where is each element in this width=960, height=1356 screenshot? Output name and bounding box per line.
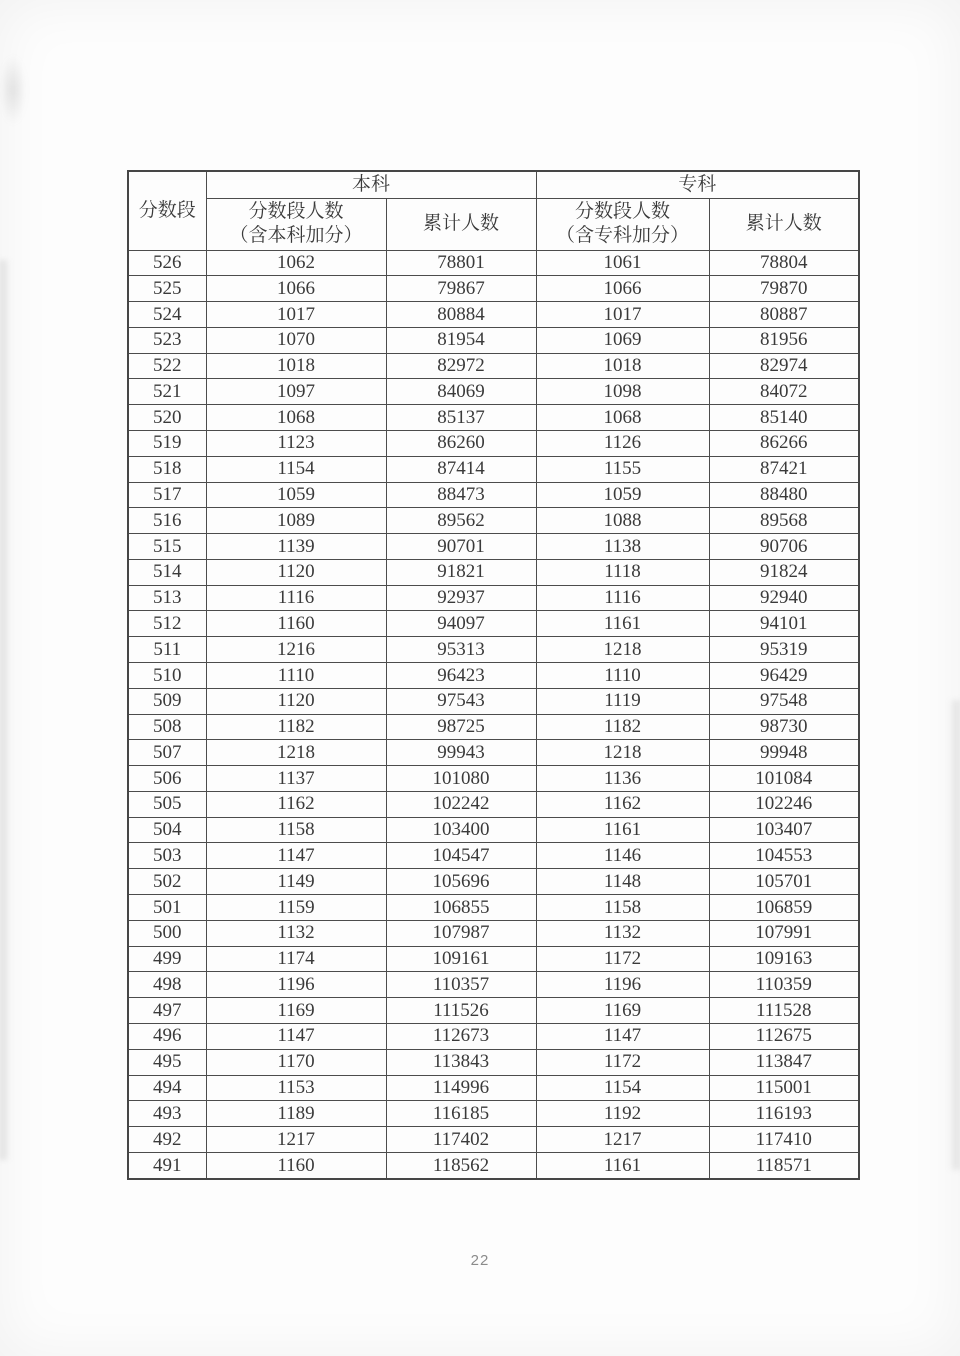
table-header <box>128 171 859 250</box>
score-band-cell: 506 <box>128 766 206 792</box>
table-row <box>128 405 859 431</box>
table-row <box>128 456 859 482</box>
benke-cumulative-cell: 116185 <box>386 1101 536 1127</box>
zhuanke-cumulative-cell: 106859 <box>709 895 859 921</box>
header-benke-count-line1: 分数段人数 <box>248 201 344 223</box>
table-row <box>128 430 859 456</box>
zhuanke-count-cell: 1088 <box>536 508 709 534</box>
zhuanke-cumulative-cell: 85140 <box>709 405 859 431</box>
table-row <box>128 869 859 895</box>
benke-cumulative-cell: 89562 <box>386 508 536 534</box>
score-table-body <box>128 250 859 1179</box>
zhuanke-cumulative-cell: 110359 <box>709 972 859 998</box>
score-band-cell: 517 <box>128 482 206 508</box>
zhuanke-cumulative-cell: 91824 <box>709 559 859 585</box>
zhuanke-count-cell: 1132 <box>536 920 709 946</box>
zhuanke-cumulative-cell: 90706 <box>709 534 859 560</box>
header-score-band: 分数段 <box>128 171 206 250</box>
score-band-cell: 510 <box>128 663 206 689</box>
table-row <box>128 791 859 817</box>
zhuanke-count-cell: 1162 <box>536 791 709 817</box>
header-benke-cumulative: 累计人数 <box>386 198 536 250</box>
benke-count-cell: 1066 <box>206 276 386 302</box>
zhuanke-cumulative-cell: 118571 <box>709 1152 859 1179</box>
zhuanke-cumulative-cell: 112675 <box>709 1023 859 1049</box>
zhuanke-count-cell: 1136 <box>536 766 709 792</box>
header-zhuanke-group: 专科 <box>536 171 859 198</box>
benke-count-cell: 1174 <box>206 946 386 972</box>
benke-cumulative-cell: 104547 <box>386 843 536 869</box>
table-row <box>128 740 859 766</box>
score-band-cell: 493 <box>128 1101 206 1127</box>
zhuanke-count-cell: 1161 <box>536 1152 709 1179</box>
zhuanke-cumulative-cell: 105701 <box>709 869 859 895</box>
zhuanke-count-cell: 1061 <box>536 250 709 276</box>
benke-cumulative-cell: 81954 <box>386 327 536 353</box>
zhuanke-count-cell: 1217 <box>536 1127 709 1153</box>
zhuanke-count-cell: 1069 <box>536 327 709 353</box>
score-band-cell: 515 <box>128 534 206 560</box>
benke-count-cell: 1160 <box>206 611 386 637</box>
scan-artifact-right <box>948 700 960 1170</box>
benke-count-cell: 1018 <box>206 353 386 379</box>
benke-count-cell: 1089 <box>206 508 386 534</box>
score-band-cell: 520 <box>128 405 206 431</box>
benke-cumulative-cell: 82972 <box>386 353 536 379</box>
benke-cumulative-cell: 94097 <box>386 611 536 637</box>
benke-count-cell: 1216 <box>206 637 386 663</box>
benke-count-cell: 1158 <box>206 817 386 843</box>
zhuanke-count-cell: 1138 <box>536 534 709 560</box>
benke-count-cell: 1147 <box>206 1023 386 1049</box>
benke-count-cell: 1110 <box>206 663 386 689</box>
benke-cumulative-cell: 118562 <box>386 1152 536 1179</box>
benke-count-cell: 1154 <box>206 456 386 482</box>
table-row <box>128 585 859 611</box>
sub-header-row <box>128 198 859 250</box>
zhuanke-count-cell: 1147 <box>536 1023 709 1049</box>
benke-count-cell: 1147 <box>206 843 386 869</box>
table-row <box>128 972 859 998</box>
benke-cumulative-cell: 90701 <box>386 534 536 560</box>
zhuanke-count-cell: 1126 <box>536 430 709 456</box>
benke-cumulative-cell: 109161 <box>386 946 536 972</box>
table-row <box>128 379 859 405</box>
zhuanke-cumulative-cell: 117410 <box>709 1127 859 1153</box>
zhuanke-count-cell: 1110 <box>536 663 709 689</box>
scan-artifact-topleft <box>0 55 26 125</box>
benke-count-cell: 1123 <box>206 430 386 456</box>
score-band-cell: 497 <box>128 998 206 1024</box>
table-row <box>128 895 859 921</box>
score-band-cell: 507 <box>128 740 206 766</box>
zhuanke-count-cell: 1155 <box>536 456 709 482</box>
benke-count-cell: 1149 <box>206 869 386 895</box>
table-row <box>128 1127 859 1153</box>
table-row <box>128 1152 859 1179</box>
score-band-cell: 516 <box>128 508 206 534</box>
zhuanke-cumulative-cell: 80887 <box>709 302 859 328</box>
zhuanke-count-cell: 1154 <box>536 1075 709 1101</box>
scan-artifact-left <box>0 260 10 1160</box>
score-band-cell: 524 <box>128 302 206 328</box>
benke-cumulative-cell: 106855 <box>386 895 536 921</box>
benke-count-cell: 1017 <box>206 302 386 328</box>
table-row <box>128 637 859 663</box>
zhuanke-cumulative-cell: 94101 <box>709 611 859 637</box>
benke-count-cell: 1132 <box>206 920 386 946</box>
score-band-cell: 519 <box>128 430 206 456</box>
zhuanke-cumulative-cell: 96429 <box>709 663 859 689</box>
zhuanke-cumulative-cell: 88480 <box>709 482 859 508</box>
benke-cumulative-cell: 110357 <box>386 972 536 998</box>
zhuanke-cumulative-cell: 102246 <box>709 791 859 817</box>
benke-count-cell: 1139 <box>206 534 386 560</box>
table-row <box>128 534 859 560</box>
zhuanke-cumulative-cell: 116193 <box>709 1101 859 1127</box>
benke-count-cell: 1059 <box>206 482 386 508</box>
table-row <box>128 688 859 714</box>
score-band-cell: 511 <box>128 637 206 663</box>
benke-count-cell: 1116 <box>206 585 386 611</box>
benke-count-cell: 1218 <box>206 740 386 766</box>
benke-cumulative-cell: 87414 <box>386 456 536 482</box>
benke-cumulative-cell: 96423 <box>386 663 536 689</box>
zhuanke-cumulative-cell: 86266 <box>709 430 859 456</box>
benke-count-cell: 1062 <box>206 250 386 276</box>
benke-count-cell: 1137 <box>206 766 386 792</box>
score-band-cell: 501 <box>128 895 206 921</box>
zhuanke-cumulative-cell: 104553 <box>709 843 859 869</box>
score-band-cell: 494 <box>128 1075 206 1101</box>
benke-cumulative-cell: 107987 <box>386 920 536 946</box>
zhuanke-count-cell: 1059 <box>536 482 709 508</box>
benke-cumulative-cell: 117402 <box>386 1127 536 1153</box>
benke-cumulative-cell: 91821 <box>386 559 536 585</box>
zhuanke-cumulative-cell: 87421 <box>709 456 859 482</box>
benke-cumulative-cell: 97543 <box>386 688 536 714</box>
zhuanke-count-cell: 1146 <box>536 843 709 869</box>
table-row <box>128 1023 859 1049</box>
zhuanke-cumulative-cell: 79870 <box>709 276 859 302</box>
zhuanke-cumulative-cell: 81956 <box>709 327 859 353</box>
zhuanke-cumulative-cell: 107991 <box>709 920 859 946</box>
zhuanke-count-cell: 1218 <box>536 637 709 663</box>
score-distribution-table <box>127 170 860 1180</box>
zhuanke-count-cell: 1182 <box>536 714 709 740</box>
zhuanke-cumulative-cell: 103407 <box>709 817 859 843</box>
benke-cumulative-cell: 105696 <box>386 869 536 895</box>
zhuanke-cumulative-cell: 101084 <box>709 766 859 792</box>
header-zhuanke-count <box>536 198 709 250</box>
benke-cumulative-cell: 79867 <box>386 276 536 302</box>
zhuanke-count-cell: 1066 <box>536 276 709 302</box>
zhuanke-count-cell: 1161 <box>536 611 709 637</box>
benke-cumulative-cell: 88473 <box>386 482 536 508</box>
score-band-cell: 509 <box>128 688 206 714</box>
benke-cumulative-cell: 112673 <box>386 1023 536 1049</box>
benke-count-cell: 1120 <box>206 559 386 585</box>
benke-count-cell: 1196 <box>206 972 386 998</box>
benke-cumulative-cell: 95313 <box>386 637 536 663</box>
benke-cumulative-cell: 98725 <box>386 714 536 740</box>
zhuanke-cumulative-cell: 95319 <box>709 637 859 663</box>
score-band-cell: 518 <box>128 456 206 482</box>
zhuanke-count-cell: 1098 <box>536 379 709 405</box>
header-benke-count-line2: （含本科加分） <box>229 225 363 246</box>
benke-cumulative-cell: 78801 <box>386 250 536 276</box>
zhuanke-count-cell: 1196 <box>536 972 709 998</box>
zhuanke-count-cell: 1068 <box>536 405 709 431</box>
score-band-cell: 525 <box>128 276 206 302</box>
benke-count-cell: 1159 <box>206 895 386 921</box>
table-row <box>128 508 859 534</box>
zhuanke-count-cell: 1172 <box>536 946 709 972</box>
benke-count-cell: 1162 <box>206 791 386 817</box>
benke-count-cell: 1097 <box>206 379 386 405</box>
table-row <box>128 714 859 740</box>
zhuanke-count-cell: 1218 <box>536 740 709 766</box>
header-zhuanke-cumulative: 累计人数 <box>709 198 859 250</box>
benke-count-cell: 1169 <box>206 998 386 1024</box>
score-band-cell: 502 <box>128 869 206 895</box>
zhuanke-count-cell: 1018 <box>536 353 709 379</box>
table-row <box>128 1075 859 1101</box>
score-band-cell: 523 <box>128 327 206 353</box>
benke-cumulative-cell: 113843 <box>386 1049 536 1075</box>
score-band-cell: 498 <box>128 972 206 998</box>
benke-cumulative-cell: 103400 <box>386 817 536 843</box>
benke-cumulative-cell: 86260 <box>386 430 536 456</box>
benke-count-cell: 1120 <box>206 688 386 714</box>
benke-count-cell: 1068 <box>206 405 386 431</box>
zhuanke-count-cell: 1169 <box>536 998 709 1024</box>
benke-count-cell: 1070 <box>206 327 386 353</box>
table-row <box>128 353 859 379</box>
benke-count-cell: 1217 <box>206 1127 386 1153</box>
table-row <box>128 920 859 946</box>
zhuanke-cumulative-cell: 111528 <box>709 998 859 1024</box>
zhuanke-count-cell: 1172 <box>536 1049 709 1075</box>
zhuanke-cumulative-cell: 109163 <box>709 946 859 972</box>
benke-count-cell: 1189 <box>206 1101 386 1127</box>
zhuanke-count-cell: 1158 <box>536 895 709 921</box>
score-band-cell: 505 <box>128 791 206 817</box>
zhuanke-cumulative-cell: 113847 <box>709 1049 859 1075</box>
zhuanke-cumulative-cell: 99948 <box>709 740 859 766</box>
benke-cumulative-cell: 102242 <box>386 791 536 817</box>
table-row <box>128 250 859 276</box>
benke-count-cell: 1182 <box>206 714 386 740</box>
zhuanke-cumulative-cell: 89568 <box>709 508 859 534</box>
zhuanke-count-cell: 1017 <box>536 302 709 328</box>
score-band-cell: 508 <box>128 714 206 740</box>
zhuanke-count-cell: 1116 <box>536 585 709 611</box>
score-band-cell: 514 <box>128 559 206 585</box>
score-band-cell: 521 <box>128 379 206 405</box>
table-row <box>128 327 859 353</box>
table-row <box>128 611 859 637</box>
table-row <box>128 998 859 1024</box>
benke-cumulative-cell: 111526 <box>386 998 536 1024</box>
header-benke-count <box>206 198 386 250</box>
benke-cumulative-cell: 84069 <box>386 379 536 405</box>
benke-cumulative-cell: 99943 <box>386 740 536 766</box>
header-zhuanke-count-line2: （含专科加分） <box>556 225 690 246</box>
table-row <box>128 843 859 869</box>
header-zhuanke-count-line1: 分数段人数 <box>575 201 671 223</box>
zhuanke-count-cell: 1192 <box>536 1101 709 1127</box>
benke-cumulative-cell: 80884 <box>386 302 536 328</box>
zhuanke-count-cell: 1118 <box>536 559 709 585</box>
table-row <box>128 559 859 585</box>
zhuanke-cumulative-cell: 115001 <box>709 1075 859 1101</box>
zhuanke-cumulative-cell: 84072 <box>709 379 859 405</box>
table-row <box>128 946 859 972</box>
table-row <box>128 1049 859 1075</box>
benke-cumulative-cell: 92937 <box>386 585 536 611</box>
score-band-cell: 500 <box>128 920 206 946</box>
table-row <box>128 276 859 302</box>
table-row <box>128 1101 859 1127</box>
score-band-cell: 495 <box>128 1049 206 1075</box>
zhuanke-cumulative-cell: 97548 <box>709 688 859 714</box>
table-row <box>128 766 859 792</box>
zhuanke-cumulative-cell: 92940 <box>709 585 859 611</box>
table-row <box>128 482 859 508</box>
score-band-cell: 499 <box>128 946 206 972</box>
benke-count-cell: 1170 <box>206 1049 386 1075</box>
score-band-cell: 491 <box>128 1152 206 1179</box>
table-row <box>128 302 859 328</box>
score-band-cell: 496 <box>128 1023 206 1049</box>
score-band-cell: 512 <box>128 611 206 637</box>
zhuanke-cumulative-cell: 82974 <box>709 353 859 379</box>
score-band-cell: 526 <box>128 250 206 276</box>
zhuanke-count-cell: 1161 <box>536 817 709 843</box>
table-row <box>128 817 859 843</box>
benke-count-cell: 1153 <box>206 1075 386 1101</box>
table-row <box>128 663 859 689</box>
benke-count-cell: 1160 <box>206 1152 386 1179</box>
score-band-cell: 513 <box>128 585 206 611</box>
benke-cumulative-cell: 114996 <box>386 1075 536 1101</box>
score-band-cell: 492 <box>128 1127 206 1153</box>
score-band-cell: 504 <box>128 817 206 843</box>
zhuanke-count-cell: 1119 <box>536 688 709 714</box>
benke-cumulative-cell: 85137 <box>386 405 536 431</box>
benke-cumulative-cell: 101080 <box>386 766 536 792</box>
score-band-cell: 503 <box>128 843 206 869</box>
group-header-row <box>128 171 859 198</box>
page-number: 22 <box>470 1252 490 1269</box>
header-benke-group: 本科 <box>206 171 536 198</box>
zhuanke-count-cell: 1148 <box>536 869 709 895</box>
score-band-cell: 522 <box>128 353 206 379</box>
zhuanke-cumulative-cell: 78804 <box>709 250 859 276</box>
zhuanke-cumulative-cell: 98730 <box>709 714 859 740</box>
